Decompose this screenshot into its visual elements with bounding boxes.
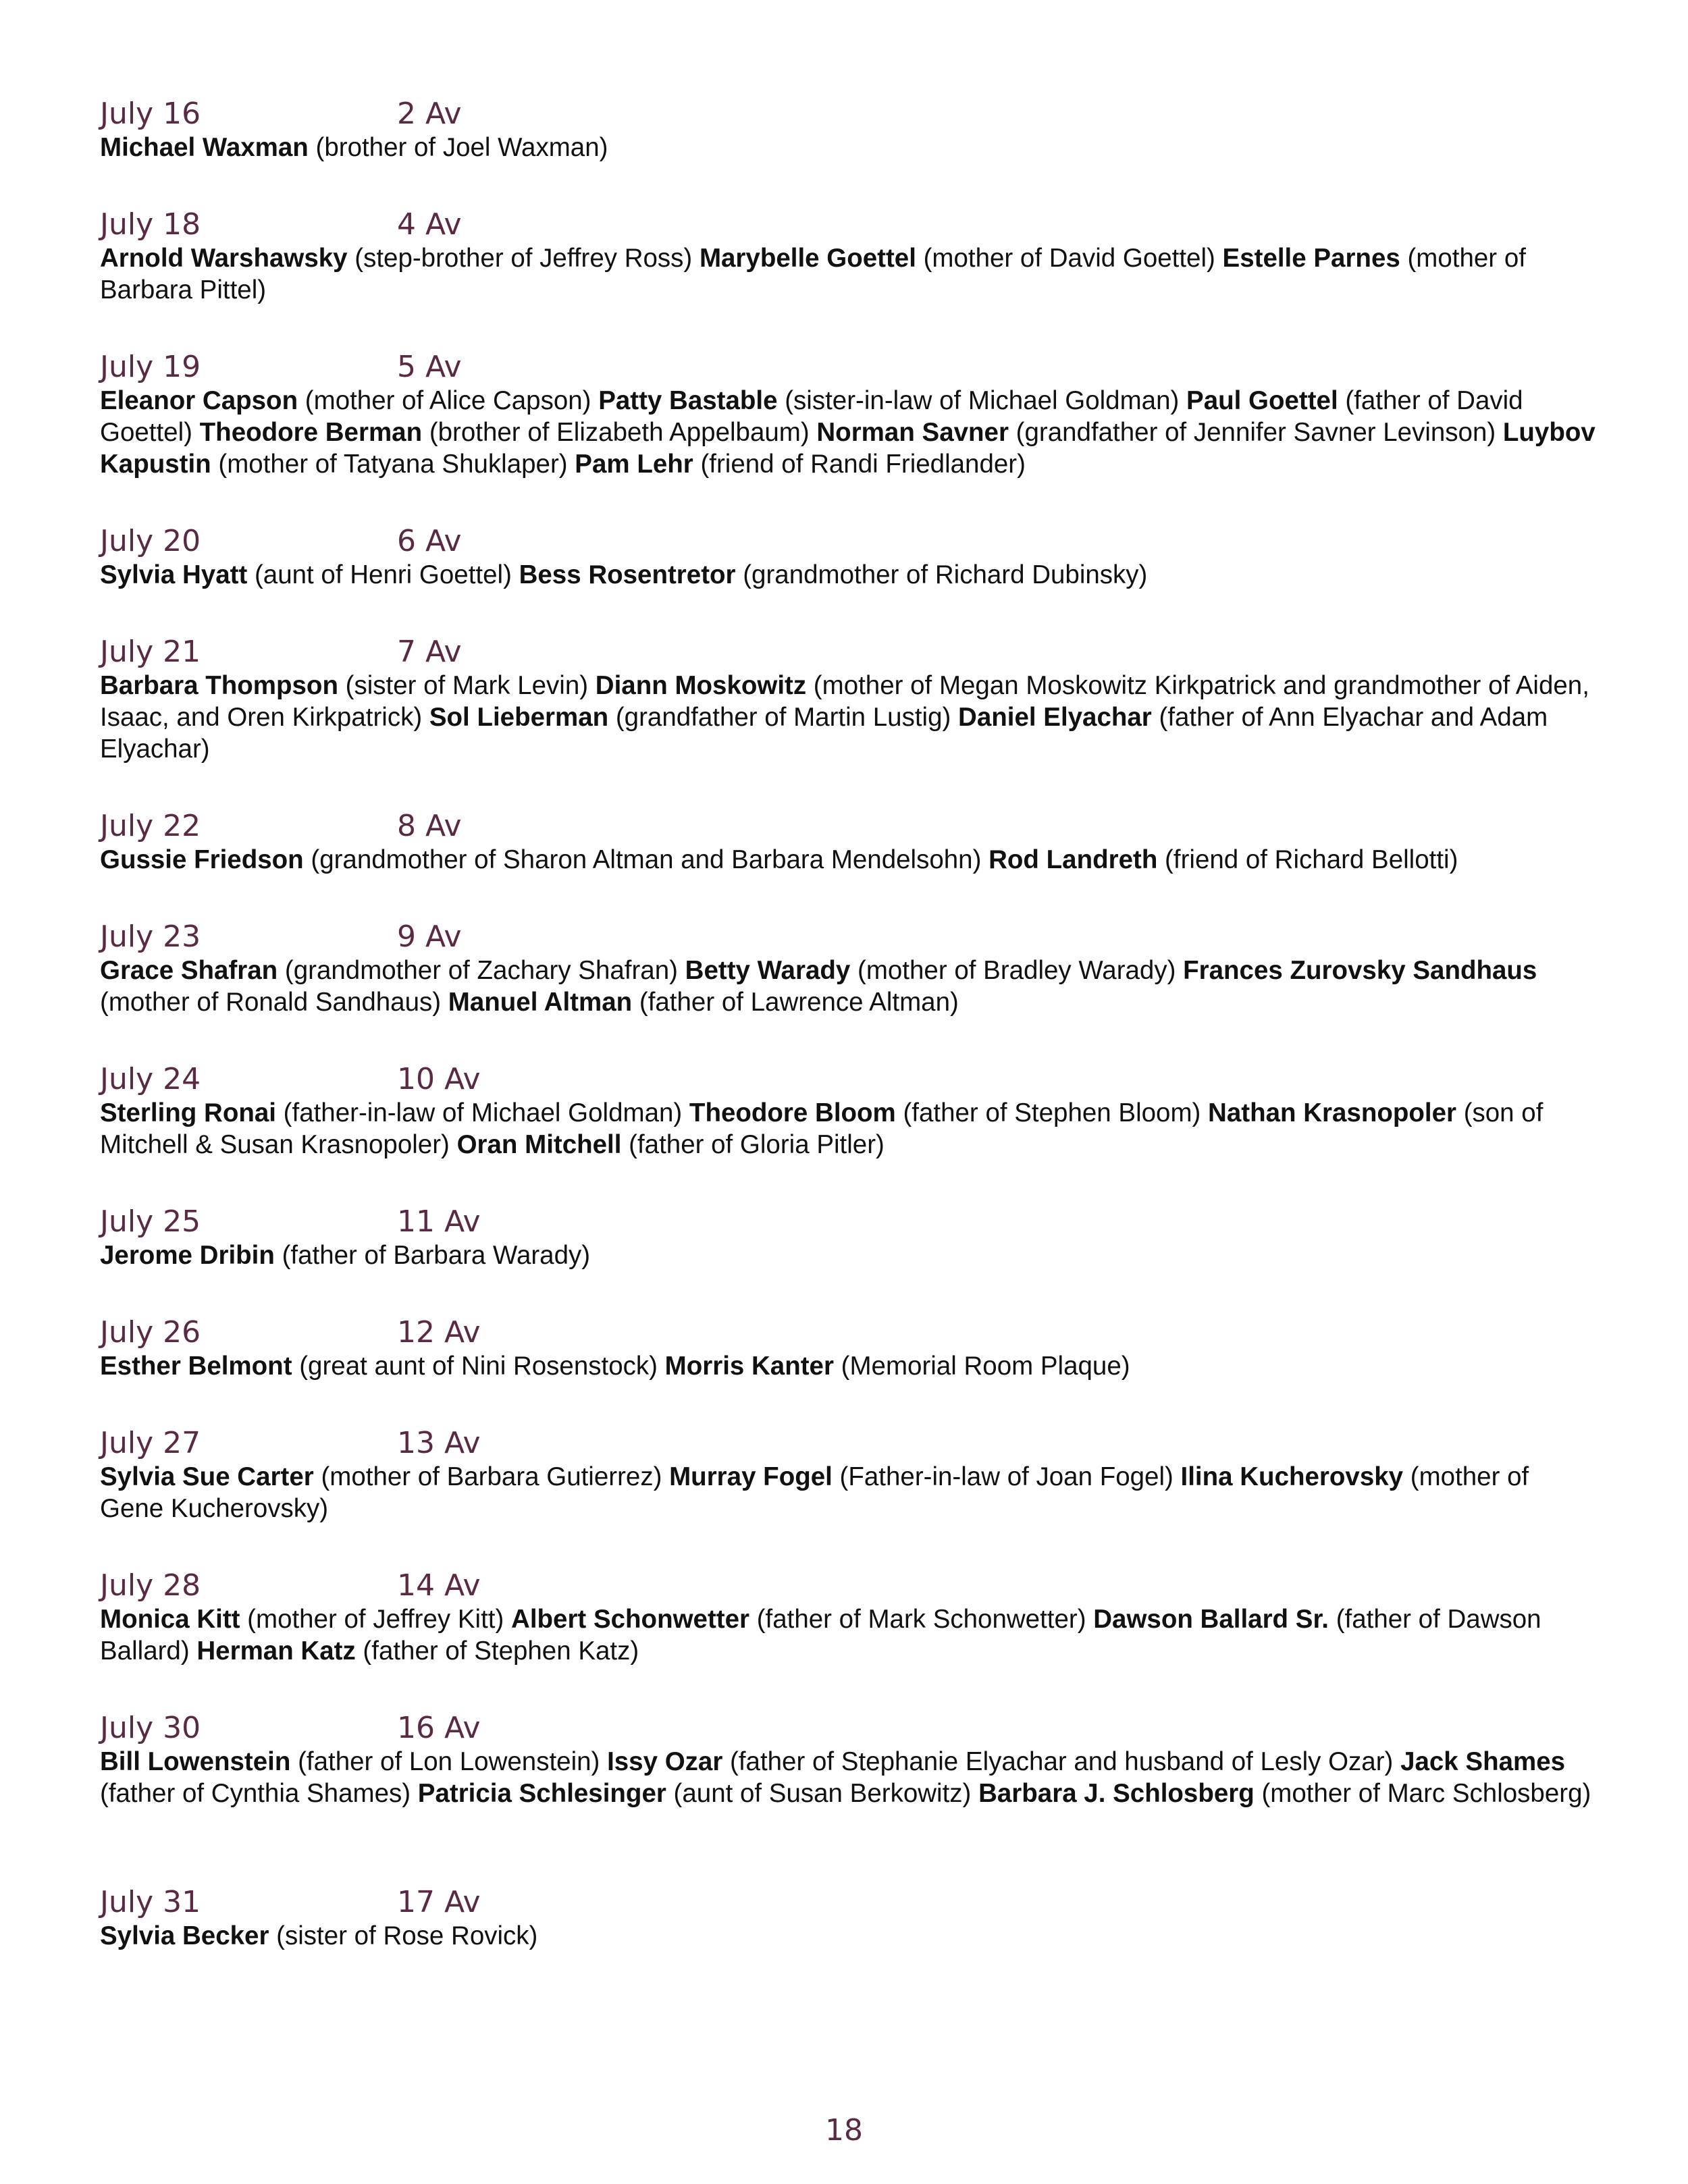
hebrew-date: 17 Av: [397, 1885, 481, 1919]
person-name: Patty Bastable: [598, 386, 778, 415]
person-name: Patricia Schlesinger: [417, 1779, 666, 1808]
hebrew-date: 4 Av: [397, 207, 462, 242]
gregorian-date: July 22: [100, 809, 201, 843]
person-name: Barbara J. Schlosberg: [978, 1779, 1255, 1808]
gregorian-date: July 31: [100, 1885, 201, 1919]
person-name: Luybov Kapustin: [100, 418, 1595, 479]
memorial-entry: [100, 350, 1599, 524]
gregorian-date: July 28: [100, 1568, 201, 1603]
person-name: Issy Ozar: [607, 1747, 723, 1776]
date-header: [100, 1204, 1599, 1240]
person-name: Norman Savner: [816, 418, 1009, 447]
names-paragraph: [100, 132, 1599, 163]
gregorian-date: July 26: [100, 1315, 201, 1350]
person-name: Paul Goettel: [1186, 386, 1338, 415]
memorial-entry: [100, 1711, 1599, 1885]
person-relation: (sister of Rose Rovick): [276, 1921, 538, 1950]
person-relation: (father of Mark Schonwetter): [756, 1605, 1086, 1634]
names-paragraph: [100, 670, 1599, 765]
names-paragraph: [100, 1461, 1599, 1524]
person-relation: (great aunt of Nini Rosenstock): [299, 1352, 658, 1381]
memorial-entry: [100, 1568, 1599, 1711]
person-name: Betty Warady: [685, 956, 851, 985]
date-header: [100, 809, 1599, 844]
person-relation: (grandmother of Richard Dubinsky): [743, 560, 1148, 589]
date-header: [100, 97, 1599, 132]
names-paragraph: [100, 1920, 1599, 1952]
person-name: Gussie Friedson: [100, 845, 304, 874]
hebrew-date: 7 Av: [397, 635, 462, 669]
person-name: Marybelle Goettel: [699, 244, 916, 273]
gregorian-date: July 23: [100, 920, 201, 954]
person-name: Jerome Dribin: [100, 1241, 275, 1270]
hebrew-date: 10 Av: [397, 1062, 481, 1096]
hebrew-date: 13 Av: [397, 1426, 481, 1460]
person-relation: (friend of Richard Bellotti): [1165, 845, 1458, 874]
gregorian-date: July 25: [100, 1204, 201, 1239]
person-relation: (grandmother of Sharon Altman and Barbara Mendelsohn): [311, 845, 982, 874]
person-name: Manuel Altman: [448, 988, 633, 1017]
memorial-entry: [100, 1885, 1599, 1996]
person-name: Esther Belmont: [100, 1352, 292, 1381]
gregorian-date: July 30: [100, 1711, 201, 1745]
gregorian-date: July 19: [100, 350, 201, 384]
person-name: Arnold Warshawsky: [100, 244, 348, 273]
date-header: [100, 1315, 1599, 1350]
names-paragraph: [100, 385, 1599, 480]
gregorian-date: July 18: [100, 207, 201, 242]
person-name: Sylvia Becker: [100, 1921, 269, 1950]
date-header: [100, 1885, 1599, 1920]
memorial-entry: [100, 920, 1599, 1062]
person-name: Michael Waxman: [100, 133, 309, 162]
hebrew-date: 14 Av: [397, 1568, 481, 1603]
hebrew-date: 11 Av: [397, 1204, 481, 1239]
hebrew-date: 12 Av: [397, 1315, 481, 1350]
hebrew-date: 8 Av: [397, 809, 462, 843]
date-header: [100, 920, 1599, 955]
memorial-entry: [100, 809, 1599, 920]
page-number: 18: [825, 2113, 863, 2148]
person-name: Estelle Parnes: [1222, 244, 1400, 273]
person-name: Frances Zurovsky Sandhaus: [1183, 956, 1537, 985]
person-relation: (mother of David Goettel): [923, 244, 1215, 273]
date-header: [100, 1568, 1599, 1603]
person-relation: (father of Dawson Ballard): [100, 1605, 1541, 1666]
person-relation: (mother of Ronald Sandhaus): [100, 988, 442, 1017]
date-header: [100, 635, 1599, 670]
person-name: Theodore Berman: [199, 418, 423, 447]
person-name: Daniel Elyachar: [958, 703, 1152, 732]
hebrew-date: 9 Av: [397, 920, 462, 954]
person-relation: (Memorial Room Plaque): [841, 1352, 1130, 1381]
person-relation: (mother of Bradley Warady): [858, 956, 1176, 985]
person-relation: (mother of Gene Kucherovsky): [100, 1462, 1529, 1523]
person-relation: (father of Cynthia Shames): [100, 1779, 411, 1808]
memorial-entry: [100, 1315, 1599, 1426]
person-relation: (aunt of Henri Goettel): [254, 560, 512, 589]
names-paragraph: [100, 559, 1599, 591]
person-relation: (grandfather of Jennifer Savner Levinson): [1016, 418, 1496, 447]
person-relation: (friend of Randi Friedlander): [700, 450, 1026, 479]
person-name: Dawson Ballard Sr.: [1093, 1605, 1329, 1634]
person-relation: (step-brother of Jeffrey Ross): [354, 244, 693, 273]
person-name: Diann Moskowitz: [595, 671, 807, 700]
memorial-entry: [100, 97, 1599, 207]
person-relation: (father-in-law of Michael Goldman): [283, 1098, 683, 1127]
names-paragraph: [100, 1746, 1599, 1809]
person-relation: (sister-in-law of Michael Goldman): [785, 386, 1180, 415]
names-paragraph: [100, 1097, 1599, 1161]
memorial-entry: [100, 1426, 1599, 1568]
person-relation: (mother of Tatyana Shuklaper): [218, 450, 568, 479]
gregorian-date: July 21: [100, 635, 201, 669]
person-name: Eleanor Capson: [100, 386, 298, 415]
names-paragraph: [100, 1240, 1599, 1271]
person-relation: (mother of Marc Schlosberg): [1261, 1779, 1591, 1808]
date-header: [100, 524, 1599, 559]
memorial-list: [100, 97, 1599, 1996]
person-name: Albert Schonwetter: [511, 1605, 749, 1634]
person-name: Bill Lowenstein: [100, 1747, 291, 1776]
person-name: Sylvia Sue Carter: [100, 1462, 314, 1491]
person-name: Ilina Kucherovsky: [1180, 1462, 1404, 1491]
person-name: Oran Mitchell: [456, 1130, 622, 1159]
person-relation: (grandmother of Zachary Shafran): [284, 956, 678, 985]
person-name: Nathan Krasnopoler: [1208, 1098, 1456, 1127]
date-header: [100, 1711, 1599, 1746]
person-name: Barbara Thompson: [100, 671, 338, 700]
person-relation: (mother of Jeffrey Kitt): [247, 1605, 504, 1634]
person-name: Morris Kanter: [664, 1352, 834, 1381]
person-name: Theodore Bloom: [689, 1098, 896, 1127]
person-relation: (father of Stephen Bloom): [903, 1098, 1201, 1127]
hebrew-date: 2 Av: [397, 97, 462, 131]
person-relation: (grandfather of Martin Lustig): [615, 703, 951, 732]
memorial-entry: [100, 1062, 1599, 1204]
person-name: Sterling Ronai: [100, 1098, 276, 1127]
hebrew-date: 5 Av: [397, 350, 462, 384]
date-header: [100, 1426, 1599, 1461]
person-relation: (mother of Barbara Gutierrez): [321, 1462, 662, 1491]
person-relation: (mother of Barbara Pittel): [100, 244, 1526, 304]
person-relation: (father of Lon Lowenstein): [298, 1747, 600, 1776]
memorial-entry: [100, 207, 1599, 350]
gregorian-date: July 24: [100, 1062, 201, 1096]
person-relation: (Father-in-law of Joan Fogel): [839, 1462, 1173, 1491]
names-paragraph: [100, 1350, 1599, 1382]
gregorian-date: July 16: [100, 97, 201, 131]
person-relation: (mother of Megan Moskowitz Kirkpatrick and grandmother of Aiden, Isaac, and Oren Kirkpatrick): [100, 671, 1589, 732]
person-relation: (mother of Alice Capson): [305, 386, 591, 415]
person-relation: (sister of Mark Levin): [345, 671, 589, 700]
person-name: Monica Kitt: [100, 1605, 240, 1634]
person-relation: (son of Mitchell & Susan Krasnopoler): [100, 1098, 1544, 1159]
person-relation: (father of Gloria Pitler): [629, 1130, 885, 1159]
person-name: Sol Lieberman: [429, 703, 609, 732]
person-name: Grace Shafran: [100, 956, 278, 985]
person-relation: (aunt of Susan Berkowitz): [673, 1779, 972, 1808]
memorial-entry: [100, 524, 1599, 635]
person-name: Pam Lehr: [575, 450, 693, 479]
memorial-entry: [100, 1204, 1599, 1315]
person-name: Murray Fogel: [669, 1462, 833, 1491]
person-relation: (brother of Joel Waxman): [315, 133, 608, 162]
date-header: [100, 1062, 1599, 1097]
date-header: [100, 207, 1599, 242]
date-header: [100, 350, 1599, 385]
names-paragraph: [100, 844, 1599, 876]
person-relation: (father of Stephanie Elyachar and husband of Lesly Ozar): [730, 1747, 1394, 1776]
person-name: Sylvia Hyatt: [100, 560, 248, 589]
hebrew-date: 6 Av: [397, 524, 462, 558]
names-paragraph: [100, 242, 1599, 306]
person-relation: (father of David Goettel): [100, 386, 1523, 447]
person-name: Herman Katz: [196, 1636, 356, 1666]
gregorian-date: July 27: [100, 1426, 201, 1460]
person-relation: (brother of Elizabeth Appelbaum): [429, 418, 810, 447]
person-name: Jack Shames: [1400, 1747, 1566, 1776]
gregorian-date: July 20: [100, 524, 201, 558]
names-paragraph: [100, 955, 1599, 1018]
person-name: Rod Landreth: [988, 845, 1158, 874]
memorial-entry: [100, 635, 1599, 809]
person-name: Bess Rosentretor: [519, 560, 736, 589]
person-relation: (father of Barbara Warady): [282, 1241, 591, 1270]
person-relation: (father of Ann Elyachar and Adam Elyachar): [100, 703, 1548, 764]
names-paragraph: [100, 1603, 1599, 1667]
person-relation: (father of Stephen Katz): [363, 1636, 639, 1666]
person-relation: (father of Lawrence Altman): [639, 988, 959, 1017]
hebrew-date: 16 Av: [397, 1711, 481, 1745]
